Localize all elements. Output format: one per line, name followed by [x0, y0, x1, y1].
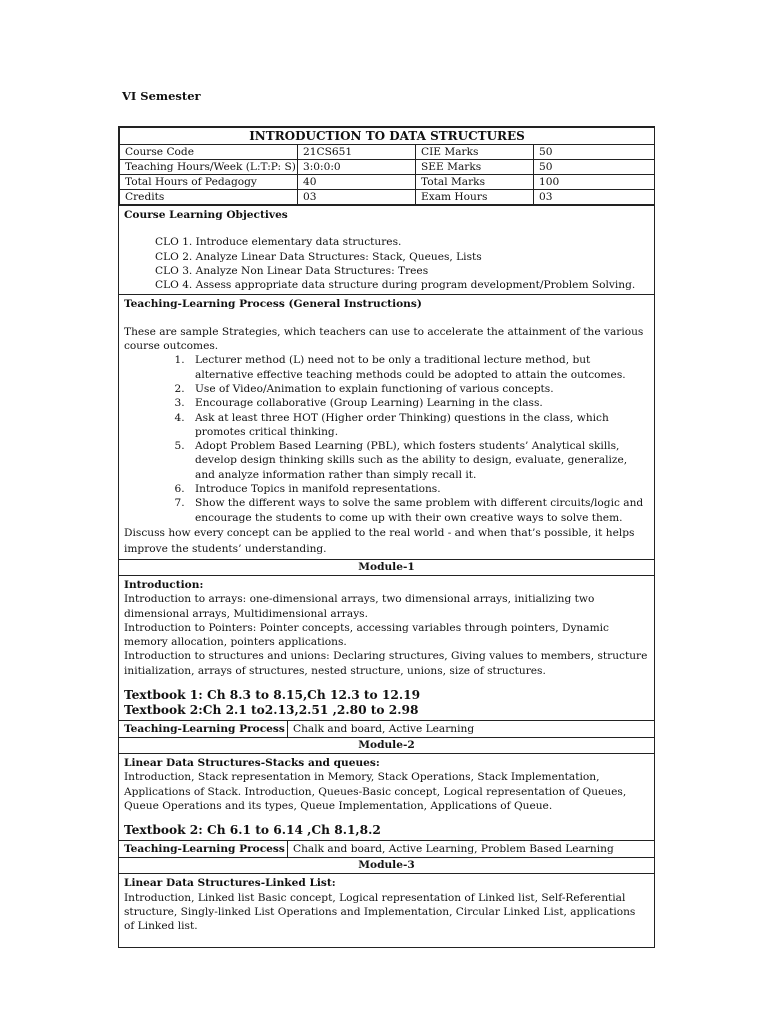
module-2-title: Module-2: [119, 737, 654, 753]
module-1-tlp-row: [119, 720, 654, 737]
course-title: INTRODUCTION TO DATA STRUCTURES: [120, 128, 655, 145]
module-2-textbook: Textbook 2: Ch 6.1 to 6.14 ,Ch 8.1,8.2: [124, 823, 381, 838]
clo-section: [119, 205, 654, 294]
tlp-value: Chalk and board, Active Learning, Problem Based Learning: [293, 843, 614, 856]
module-2-heading: Linear Data Structures-Stacks and queues:: [124, 757, 380, 770]
info-value: 3:0:0:0: [298, 160, 416, 175]
module-1-content: [119, 575, 654, 720]
clo-list: [124, 235, 649, 292]
tlp-label: Teaching-Learning Process: [119, 841, 288, 857]
info-value: 03: [298, 190, 416, 205]
course-info-table: [119, 127, 655, 205]
clo-item: CLO 4. Assess appropriate data structure during program development/Problem Solving.: [155, 279, 636, 292]
tlp-item: 6. Introduce Topics in manifold representations.: [188, 482, 649, 496]
tlp-section: [119, 294, 654, 558]
info-value: 50: [534, 160, 655, 175]
module-1-paragraph: Introduction to structures and unions: Declaring structures, Giving values to members, structure initialization, arrays of structures, nested structure, unions, size of structures.: [124, 650, 648, 677]
syllabus-table: [118, 126, 655, 948]
module-2-tlp-row: [119, 840, 654, 857]
clo-heading: Course Learning Objectives: [124, 209, 288, 221]
module-1-textbook: Textbook 1: Ch 8.3 to 8.15,Ch 12.3 to 12.19: [124, 688, 421, 703]
module-1-textbook: Textbook 2:Ch 2.1 to2.13,2.51 ,2.80 to 2.98: [124, 703, 419, 718]
module-1-paragraph: Introduction to Pointers: Pointer concepts, accessing variables through pointers, Dynamic memory allocation, pointers applications.: [124, 621, 609, 649]
page-label: VI Semester: [122, 89, 201, 103]
tlp-item: 5. Adopt Problem Based Learning (PBL), which fosters students’ Analytical skills, develop design thinking skills such as the ability to design, evaluate, generalize, and analyze information rather than simply recall it.: [188, 439, 649, 482]
module-3-paragraph: Introduction, Linked list Basic concept, Logical representation of Linked list, Self-Referential structure, Singly-linked List Operations and Implementation, Circular Linked List, applications of Linked list.: [124, 891, 636, 933]
module-3-heading: Linear Data Structures-Linked List:: [124, 877, 336, 890]
tlp-closing: Discuss how every concept can be applied to the real world - and when that’s possible, it helps improve the students’ understanding.: [124, 526, 635, 555]
info-value: 21CS651: [298, 145, 416, 160]
info-row: [120, 190, 655, 205]
tlp-item: 4. Ask at least three HOT (Higher order Thinking) questions in the class, which promotes critical thinking.: [188, 411, 649, 440]
info-label: Teaching Hours/Week (L:T:P: S): [120, 160, 298, 175]
module-1-heading: Introduction:: [124, 578, 204, 591]
info-value: 40: [298, 175, 416, 190]
tlp-item: 3. Encourage collaborative (Group Learning) Learning in the class.: [188, 396, 649, 410]
module-2-content: [119, 753, 654, 840]
info-value: 100: [534, 175, 655, 190]
info-value: 03: [534, 190, 655, 205]
module-2-paragraph: Introduction, Stack representation in Memory, Stack Operations, Stack Implementation, Applications of Stack. Introduction, Queues-Basic concept, Logical representation of Queues, Queue Operations and its types, Queue Implementation, Applications of Queue.: [124, 771, 627, 812]
info-label: Course Code: [120, 145, 298, 160]
info-label: SEE Marks: [416, 160, 534, 175]
info-label: Credits: [120, 190, 298, 205]
module-3-content: [119, 873, 654, 947]
tlp-heading: Teaching-Learning Process (General Instructions): [124, 298, 422, 311]
module-3-title: Module-3: [119, 857, 654, 873]
tlp-item: 1. Lecturer method (L) need not to be only a traditional lecture method, but alternative effective teaching methods could be adopted to attain the outcomes.: [188, 353, 649, 382]
info-label: CIE Marks: [416, 145, 534, 160]
info-label: Exam Hours: [416, 190, 534, 205]
info-label: Total Hours of Pedagogy: [120, 175, 298, 190]
tlp-label: Teaching-Learning Process: [119, 721, 288, 737]
module-1-title: Module-1: [119, 559, 654, 575]
info-label: Total Marks: [416, 175, 534, 190]
info-row: [120, 145, 655, 160]
info-row: [120, 160, 655, 175]
info-row: [120, 175, 655, 190]
clo-item: CLO 2. Analyze Linear Data Structures: Stack, Queues, Lists: [155, 250, 482, 263]
module-1-paragraph: Introduction to arrays: one-dimensional arrays, two dimensional arrays, initializing two dimensional arrays, Multidimensional arrays.: [124, 593, 595, 620]
info-value: 50: [534, 145, 655, 160]
tlp-list: [124, 353, 649, 525]
clo-item: CLO 3. Analyze Non Linear Data Structures: Trees: [155, 264, 429, 277]
tlp-item: 2. Use of Video/Animation to explain functioning of various concepts.: [188, 382, 649, 396]
tlp-intro: These are sample Strategies, which teachers can use to accelerate the attainment of the various course outcomes.: [124, 325, 644, 353]
clo-item: CLO 1. Introduce elementary data structures.: [155, 236, 402, 249]
tlp-item: 7. Show the different ways to solve the same problem with different circuits/logic and encourage the students to come up with their own creative ways to solve them.: [188, 496, 649, 525]
tlp-value: Chalk and board, Active Learning: [293, 723, 475, 736]
